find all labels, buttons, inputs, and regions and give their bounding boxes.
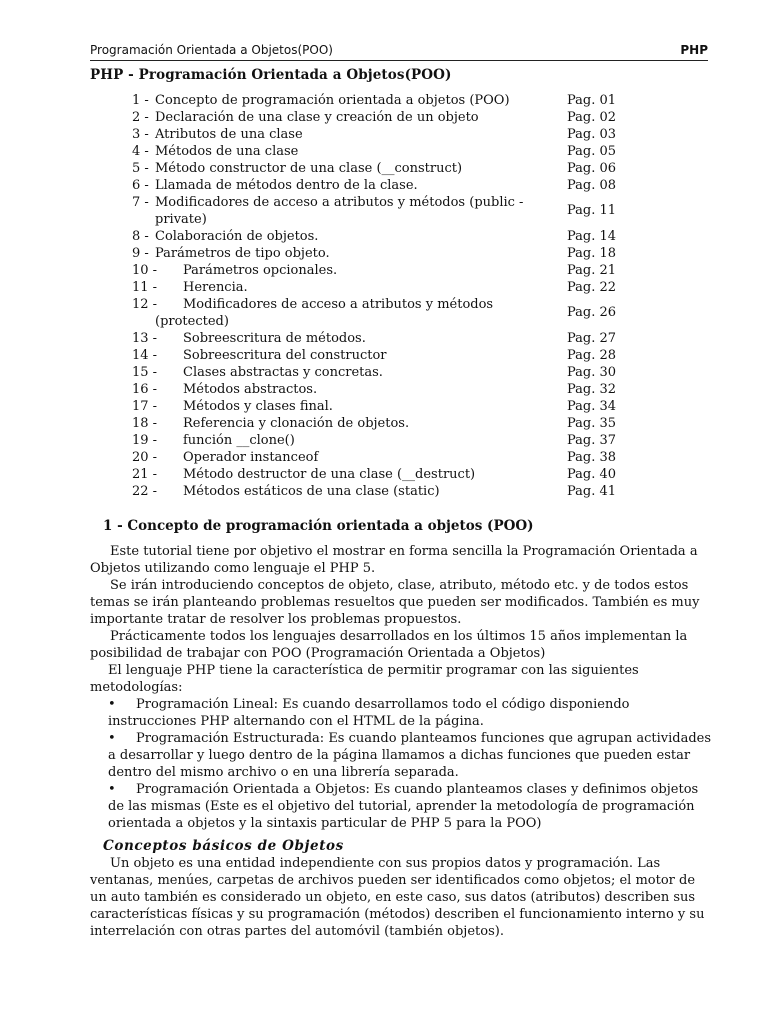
toc-entry[interactable] — [90, 483, 710, 500]
toc-entry[interactable] — [90, 347, 710, 364]
header-title: Programación Orientada a Objetos(POO) — [90, 43, 333, 57]
toc-text: Colaboración de objetos. — [155, 229, 319, 244]
toc-text: Concepto de programación orientada a objetos (POO) — [155, 93, 510, 108]
toc-text: Clases abstractas y concretas. — [183, 365, 383, 380]
toc-entry[interactable] — [90, 245, 710, 262]
toc-entry[interactable] — [90, 432, 710, 449]
bullet-item — [108, 730, 715, 781]
toc-text: Parámetros de tipo objeto. — [155, 246, 330, 261]
toc-page: Pag. 35 — [567, 416, 617, 431]
toc-text-continuation: private) — [155, 212, 207, 227]
toc-entry[interactable] — [90, 262, 710, 279]
toc-number: 14 - — [132, 348, 158, 363]
toc-entry[interactable] — [90, 279, 710, 296]
toc-text: Métodos estáticos de una clase (static) — [183, 484, 440, 499]
toc-text — [155, 296, 560, 330]
section-heading: 1 - Concepto de programación orientada a objetos (POO) — [103, 518, 534, 534]
toc-text: Parámetros opcionales. — [183, 263, 338, 278]
document-title: PHP - Programación Orientada a Objetos(POO) — [90, 67, 452, 83]
toc-text: Métodos y clases final. — [183, 399, 333, 414]
toc-entry[interactable] — [90, 228, 710, 245]
toc-page: Pag. 14 — [567, 229, 617, 244]
toc-text: Atributos de una clase — [155, 127, 303, 142]
toc-number: 20 - — [132, 450, 158, 465]
toc-entry[interactable] — [90, 143, 710, 160]
toc-page: Pag. 03 — [567, 127, 617, 142]
bullet-item — [108, 781, 715, 832]
toc-entry[interactable] — [90, 364, 710, 381]
toc-entry[interactable] — [90, 126, 710, 143]
body-paragraph: Un objeto es una entidad independiente con sus propios datos y programación. Las ventanas, menúes, carpetas de archivos pueden ser identificados como objetos; el motor de un auto también es considerado un objeto, en este caso, sus datos (atributos) describen sus características físicas y su programación (métodos) describen el funcionamiento interno y su interrelación con otras partes del automóvil (también objetos). — [90, 856, 705, 939]
toc-page: Pag. 32 — [567, 382, 617, 397]
bullet-icon: • — [108, 731, 116, 746]
toc-page: Pag. 41 — [567, 484, 617, 499]
toc-text: Operador instanceof — [183, 450, 319, 465]
toc-page: Pag. 02 — [567, 110, 617, 125]
toc-entry[interactable] — [90, 194, 710, 228]
toc-text: Métodos abstractos. — [183, 382, 318, 397]
toc-text: Método destructor de una clase (__destruct) — [183, 467, 476, 482]
toc-number: 17 - — [132, 399, 158, 414]
toc-number: 11 - — [132, 280, 158, 295]
toc-text-line: Modificadores de acceso a atributos y métodos (public - — [155, 195, 524, 210]
toc-number: 18 - — [132, 416, 158, 431]
toc-number: 7 - — [132, 195, 149, 210]
toc-entry[interactable] — [90, 296, 710, 330]
body-paragraph: Prácticamente todos los lenguajes desarrollados en los últimos 15 años implementan la posibilidad de trabajar con POO (Programación Orientada a Objetos) — [90, 629, 688, 661]
toc-page: Pag. 08 — [567, 178, 617, 193]
toc-page: Pag. 26 — [567, 305, 617, 320]
toc-entry[interactable] — [90, 109, 710, 126]
bullet-text: Programación Orientada a Objetos: Es cuando planteamos clases y definimos objetos de las mismas (Este es el objetivo del tutorial, aprender la metodología de programación orientada a objetos y la sintaxis particular de PHP 5 para la POO) — [108, 782, 699, 831]
toc-text: Referencia y clonación de objetos. — [183, 416, 410, 431]
toc-page: Pag. 30 — [567, 365, 617, 380]
toc-text: Método constructor de una clase (__construct) — [155, 161, 463, 176]
toc-page: Pag. 05 — [567, 144, 617, 159]
subsection-heading: Conceptos básicos de Objetos — [103, 838, 344, 854]
toc-page: Pag. 28 — [567, 348, 617, 363]
toc-entry[interactable] — [90, 330, 710, 347]
table-of-contents — [90, 92, 710, 500]
toc-number: 6 - — [132, 178, 149, 193]
bullet-text: Programación Estructurada: Es cuando planteamos funciones que agrupan actividades a desarrollar y luego dentro de la página llamamos a dichas funciones que pueden estar dentro del mismo archivo o en una librería separada. — [108, 731, 712, 780]
toc-page: Pag. 27 — [567, 331, 617, 346]
toc-number: 8 - — [132, 229, 149, 244]
toc-entry[interactable] — [90, 177, 710, 194]
toc-page: Pag. 40 — [567, 467, 617, 482]
body-paragraph: Se irán introduciendo conceptos de objeto, clase, atributo, método etc. y de todos estos temas se irán planteando problemas resueltos que pueden ser modificados. También es muy importante tratar de resolver los problemas propuestos. — [90, 578, 700, 627]
toc-entry[interactable] — [90, 381, 710, 398]
toc-number: 2 - — [132, 110, 149, 125]
bullet-icon: • — [108, 782, 116, 797]
running-header — [90, 42, 708, 61]
toc-number: 21 - — [132, 467, 158, 482]
toc-number: 16 - — [132, 382, 158, 397]
toc-number: 3 - — [132, 127, 149, 142]
toc-number: 5 - — [132, 161, 149, 176]
section-body — [90, 543, 715, 940]
toc-number: 4 - — [132, 144, 149, 159]
toc-number: 13 - — [132, 331, 158, 346]
toc-number: 12 - — [132, 297, 158, 312]
toc-entry[interactable] — [90, 466, 710, 483]
toc-page: Pag. 38 — [567, 450, 617, 465]
bullet-item — [108, 696, 715, 730]
toc-entry[interactable] — [90, 398, 710, 415]
toc-text: Sobreescritura del constructor — [183, 348, 387, 363]
toc-entry[interactable] — [90, 160, 710, 177]
toc-entry[interactable] — [90, 415, 710, 432]
toc-text: función __clone() — [183, 433, 295, 448]
toc-entry[interactable] — [90, 449, 710, 466]
body-paragraph: El lenguaje PHP tiene la característica de permitir programar con las siguientes metodologías: — [90, 663, 639, 695]
toc-text: Herencia. — [183, 280, 248, 295]
toc-number: 9 - — [132, 246, 149, 261]
toc-number: 19 - — [132, 433, 158, 448]
toc-number: 22 - — [132, 484, 158, 499]
toc-text-continuation: (protected) — [155, 314, 229, 329]
toc-number: 15 - — [132, 365, 158, 380]
toc-page: Pag. 06 — [567, 161, 617, 176]
bullet-text: Programación Lineal: Es cuando desarrollamos todo el código disponiendo instrucciones PHP alternando con el HTML de la página. — [108, 697, 630, 729]
body-paragraph: Este tutorial tiene por objetivo el mostrar en forma sencilla la Programación Orientada a Objetos utilizando como lenguaje el PHP 5. — [90, 544, 698, 576]
toc-text: Métodos de una clase — [155, 144, 299, 159]
toc-page: Pag. 18 — [567, 246, 617, 261]
bullet-icon: • — [108, 697, 116, 712]
toc-text — [155, 194, 560, 228]
toc-text-line: Modificadores de acceso a atributos y métodos — [183, 297, 494, 312]
toc-page: Pag. 21 — [567, 263, 617, 278]
toc-page: Pag. 34 — [567, 399, 617, 414]
toc-page: Pag. 37 — [567, 433, 617, 448]
toc-number: 10 - — [132, 263, 158, 278]
toc-number: 1 - — [132, 93, 149, 108]
toc-text: Sobreescritura de métodos. — [183, 331, 366, 346]
toc-text: Declaración de una clase y creación de un objeto — [155, 110, 479, 125]
toc-entry[interactable] — [90, 92, 710, 109]
header-language: PHP — [680, 43, 708, 57]
toc-page: Pag. 11 — [567, 203, 617, 218]
toc-text: Llamada de métodos dentro de la clase. — [155, 178, 418, 193]
toc-page: Pag. 22 — [567, 280, 617, 295]
toc-page: Pag. 01 — [567, 93, 617, 108]
